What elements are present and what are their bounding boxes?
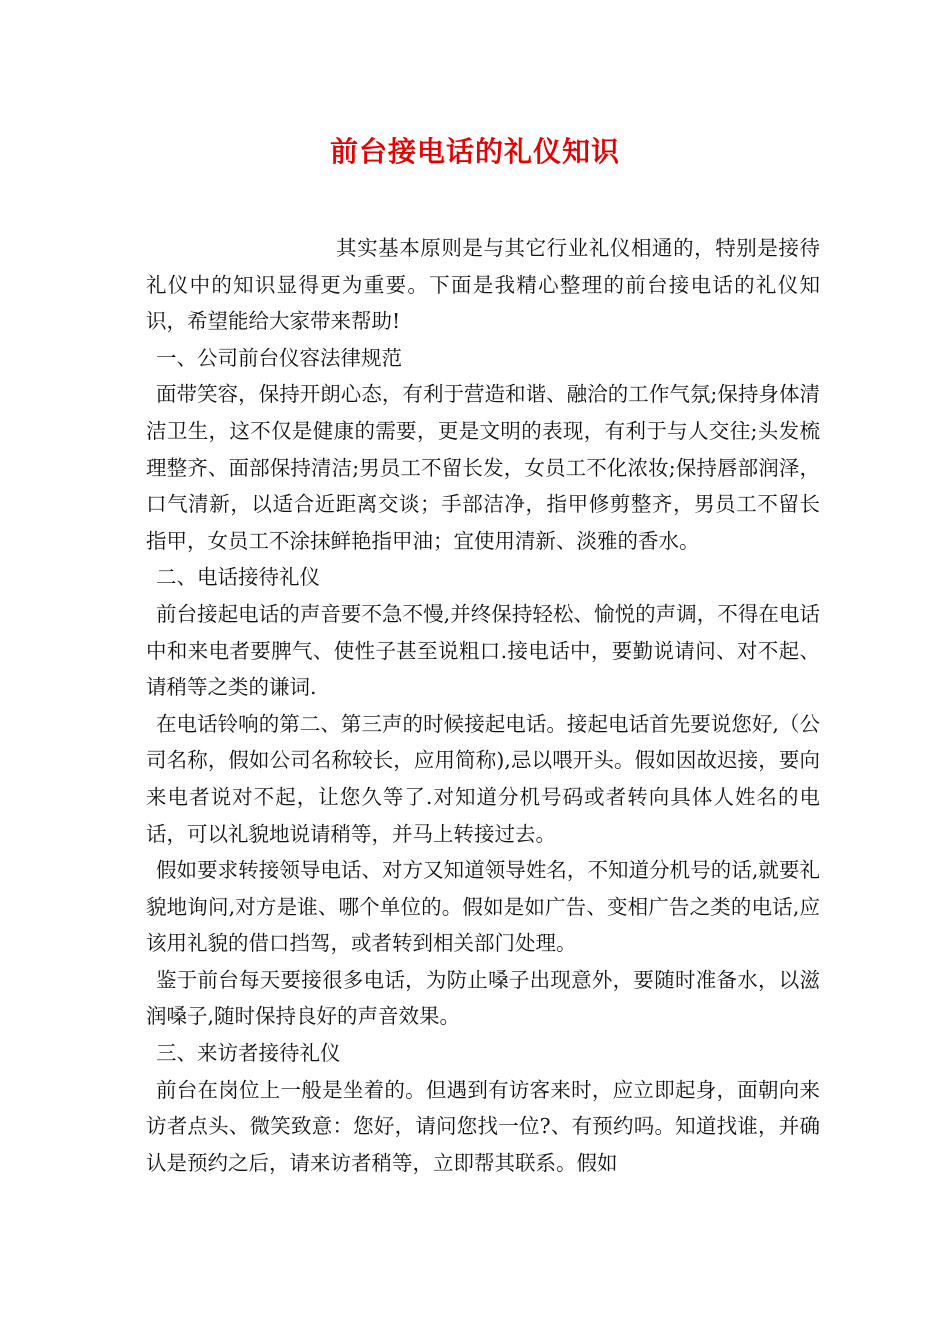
section-heading: 三、来访者接待礼仪	[156, 1041, 341, 1066]
body-paragraph: 鉴于前台每天要接很多电话，为防止嗓子出现意外，要随时准备水，以滋润嗓子,随时保持良好的声音效果。	[146, 967, 820, 1029]
section-heading: 一、公司前台仪容法律规范	[156, 345, 402, 370]
document-title: 前台接电话的礼仪知识	[329, 135, 620, 168]
body-paragraph: 前台接起电话的声音要不急不慢,并终保持轻松、愉悦的声调，不得在电话中和来电者要脾气、使性子甚至说粗口.接电话中，要勤说请问、对不起、请稍等之类的谦词.	[146, 601, 820, 700]
body-paragraph: 假如要求转接领导电话、对方又知道领导姓名，不知道分机号的话,就要礼貌地询问,对方是谁、哪个单位的。假如是如广告、变相广告之类的电话,应该用礼貌的借口挡驾，或者转到相关部门处理。	[146, 858, 820, 956]
document-body	[146, 230, 820, 1181]
body-paragraph: 前台在岗位上一般是坐着的。但遇到有访客来时，应立即起身，面朝向来访者点头、微笑致意：您好，请问您找一位?、有预约吗。知道找谁，并确认是预约之后，请来访者稍等，立即帮其联系。假如	[146, 1077, 820, 1175]
section-heading: 二、电话接待礼仪	[156, 565, 320, 590]
body-paragraph: 在电话铃响的第二、第三声的时候接起电话。接起电话首先要说您好,（公司名称，假如公司名称较长，应用简称),忌以喂开头。假如因故迟接，要向来电者说对不起，让您久等了.对知道分机号码或者转向具体人姓名的电话，可以礼貌地说请稍等，并马上转接过去。	[146, 711, 820, 846]
intro-paragraph: 其实基本原则是与其它行业礼仪相通的，特别是接待礼仪中的知识显得更为重要。下面是我精心整理的前台接电话的礼仪知识，希望能给大家带来帮助!	[146, 236, 820, 334]
body-paragraph: 面带笑容，保持开朗心态，有利于营造和谐、融洽的工作气氛;保持身体清洁卫生，这不仅是健康的需要，更是文明的表现，有利于与人交往;头发梳理整齐、面部保持清洁;男员工不留长发，女员工不化浓妆;保持唇部润泽，口气清新，以适合近距离交谈；手部洁净，指甲修剪整齐，男员工不留长指甲，女员工不涂抹鲜艳指甲油；宜使用清新、淡雅的香水。	[146, 382, 820, 553]
